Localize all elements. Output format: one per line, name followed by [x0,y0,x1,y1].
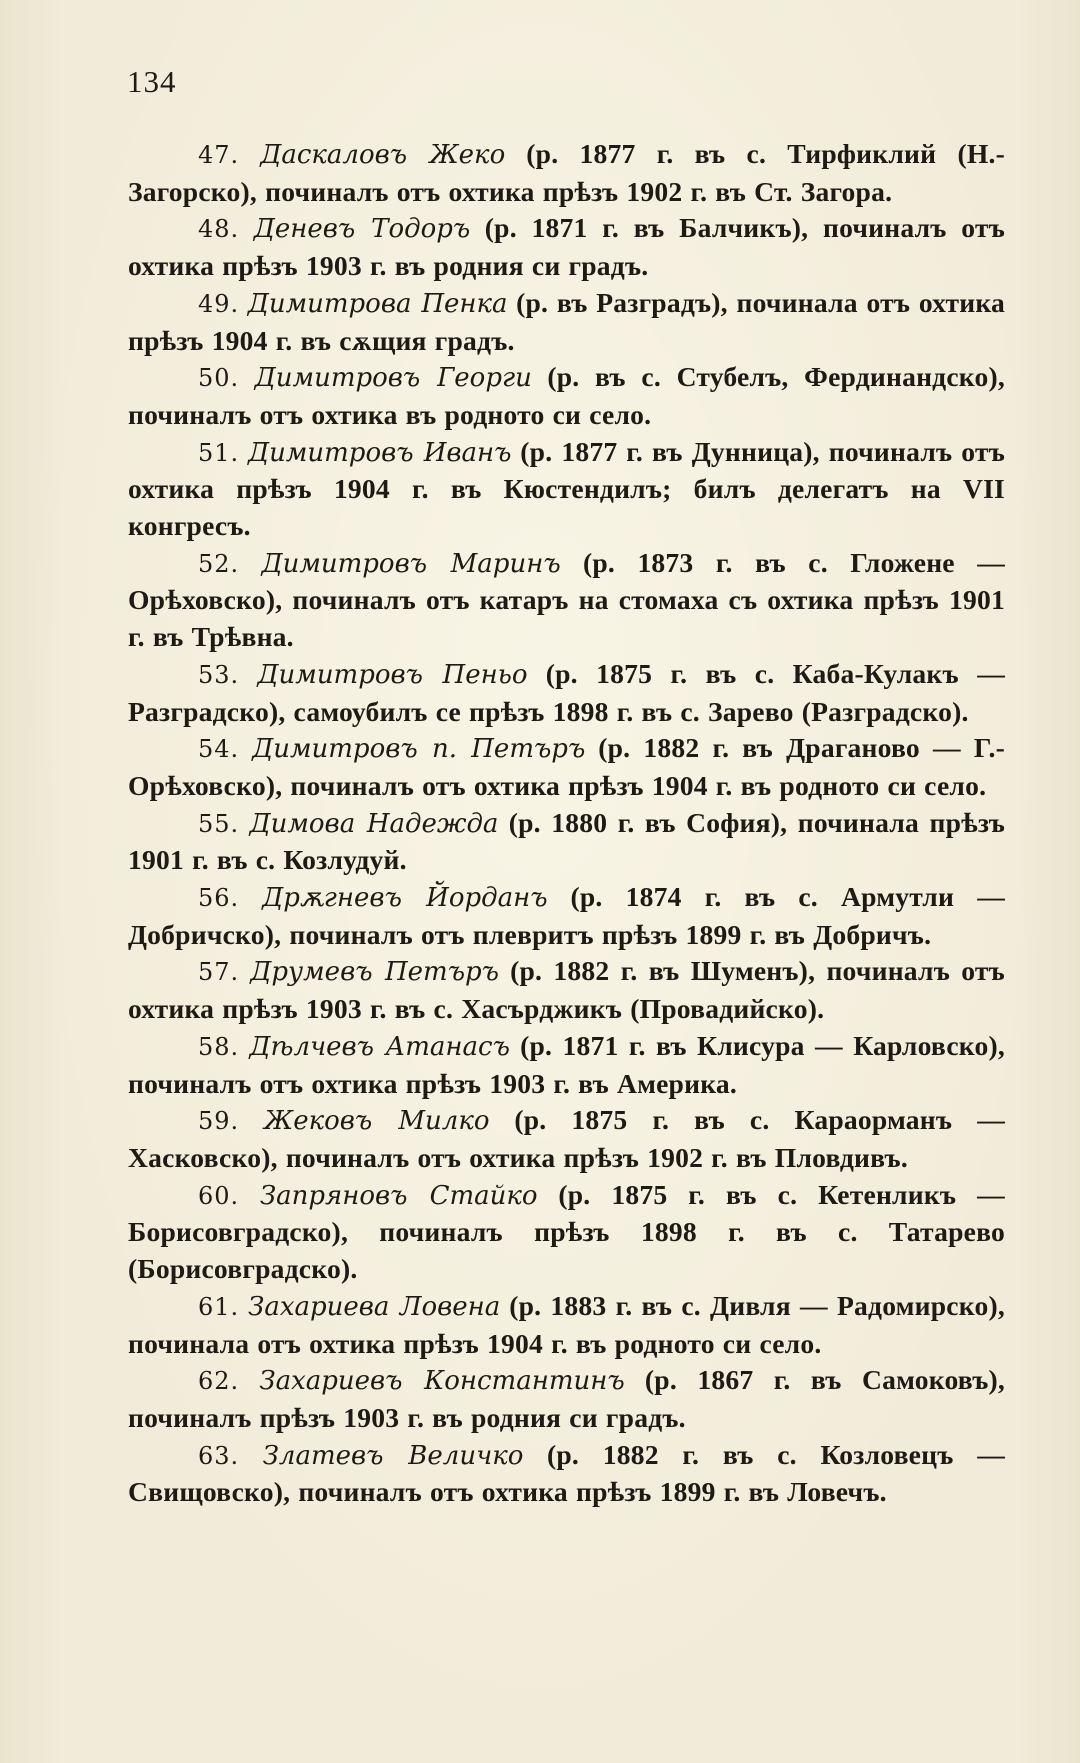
list-item [128,1437,1005,1511]
entry-details: (р. 1875 г. въ с. Кетенликъ — Борисовградско), починалъ прѣзъ 1898 г. въ с. Татарево (Борисовградско). [128,1178,1005,1285]
entry-name: Димитровъ Иванъ [247,437,512,468]
list-item [128,656,1005,730]
entry-details: (р. 1877 г. въ с. Тирфиклий (Н.-Загорско), починалъ отъ охтика прѣзъ 1902 г. въ Ст. Загора. [128,138,1005,207]
list-item [128,285,1005,359]
entry-number: 59. [198,1107,240,1136]
entry-number: 54. [198,735,240,764]
list-item [128,1102,1005,1176]
list-item [128,434,1005,545]
entry-details: (р. 1871 г. въ Балчикъ), починалъ отъ охтика прѣзъ 1903 г. въ родния си градъ. [128,212,1005,282]
entry-name: Жековъ Милко [264,1106,490,1137]
entry-number: 61. [198,1292,240,1321]
entry-number: 51. [198,438,240,467]
entry-name: Деневъ Тодоръ [253,214,471,245]
list-item [128,1362,1005,1436]
list-item [128,1028,1005,1102]
entry-details: (р. 1875 г. въ с. Каба-Кулакъ — Разградско), самоубилъ се прѣзъ 1898 г. въ с. Зарево (Разградско). [128,657,1005,727]
entry-details: (р. 1877 г. въ Дунница), починалъ отъ охтика прѣзъ 1904 г. въ Кюстендилъ; билъ делегатъ на VII конгресъ. [128,435,1005,542]
entry-number: 62. [198,1367,240,1396]
list-item [128,359,1005,433]
entry-number: 50. [198,364,240,393]
entry-details: (р. 1882 г. въ Драганово — Г.-Орѣховско), починалъ отъ охтика прѣзъ 1904 г. въ родното си село. [128,732,1006,801]
entry-details: (р. 1873 г. въ с. Гложене — Орѣховско), починалъ отъ катаръ на стомаха съ охтика прѣзъ 1901 г. въ Трѣвна. [128,546,1005,653]
list-item [128,879,1005,953]
list-item [128,545,1005,656]
list-item [128,1177,1005,1288]
entry-name: Златевъ Величко [262,1440,524,1471]
list-item [128,805,1005,879]
entry-number: 55. [198,809,240,838]
entry-name: Захариева Ловена [248,1291,501,1322]
entry-details: (р. 1874 г. въ с. Армутли — Добричско), починалъ отъ плевритъ прѣзъ 1899 г. въ Добричъ. [128,881,1005,950]
list-item [128,730,1005,804]
entry-details: (р. 1871 г. въ Клисура — Карловско), починалъ отъ охтика прѣзъ 1903 г. въ Америка. [128,1029,1005,1099]
list-item [128,1288,1005,1362]
list-item [128,136,1005,210]
entry-details: (р. 1883 г. въ с. Дивля — Радомирско), починала отъ охтика прѣзъ 1904 г. въ родното си село. [128,1289,1005,1359]
entry-name: Захариевъ Константинъ [259,1366,625,1397]
entry-name: Димова Надежда [249,808,499,839]
entry-name: Дрѫгневъ Йорданъ [262,883,548,914]
entry-details: (р. въ с. Стубелъ, Фердинандско), починалъ отъ охтика въ родното си село. [128,361,1005,430]
page-number: 134 [127,64,177,99]
entry-number: 49. [198,289,240,318]
entry-name: Запряновъ Стайко [259,1180,538,1211]
list-item [128,210,1005,284]
entry-number: 57. [198,958,240,987]
entry-details: (р. 1867 г. въ Самоковъ), починалъ прѣзъ 1903 г. въ родния си градъ. [128,1364,1005,1433]
entry-name: Димитровъ Пеньо [257,659,528,690]
entry-details: (р. 1882 г. въ с. Козловецъ — Свищовско), починалъ отъ охтика прѣзъ 1899 г. въ Ловечъ. [128,1438,1006,1508]
entry-name: Димитровъ Георги [254,363,532,394]
entry-number: 63. [198,1441,240,1470]
obituary-list [128,136,1005,1511]
entry-details: (р. 1880 г. въ София), починала прѣзъ 1901 г. въ с. Козлудуй. [128,806,1005,876]
entry-number: 47. [198,141,240,169]
entry-number: 60. [198,1181,240,1210]
entry-name: Димитровъ п. Петъръ [252,734,586,765]
entry-number: 56. [198,884,240,913]
entry-name: Даскаловъ Жеко [260,140,506,170]
entry-name: Димитрова Пенка [247,288,508,319]
list-item [128,953,1005,1027]
entry-number: 53. [198,660,240,689]
entry-name: Дѣлчевъ Атанасъ [249,1031,510,1062]
entry-details: (р. 1882 г. въ Шуменъ), починалъ отъ охтика прѣзъ 1903 г. въ с. Хасърджикъ (Провадийско). [128,955,1005,1025]
entry-number: 48. [198,215,240,244]
entry-details: (р. въ Разградъ), починала отъ охтика прѣзъ 1904 г. въ сѫщия градъ. [128,286,1006,356]
entry-number: 58. [198,1032,240,1061]
entry-name: Димитровъ Маринъ [261,548,561,579]
entry-number: 52. [198,549,240,578]
entry-details: (р. 1875 г. въ с. Караорманъ — Хасковско), починалъ отъ охтика прѣзъ 1902 г. въ Пловдивъ. [128,1104,1005,1173]
entry-name: Друмевъ Петъръ [250,957,500,988]
